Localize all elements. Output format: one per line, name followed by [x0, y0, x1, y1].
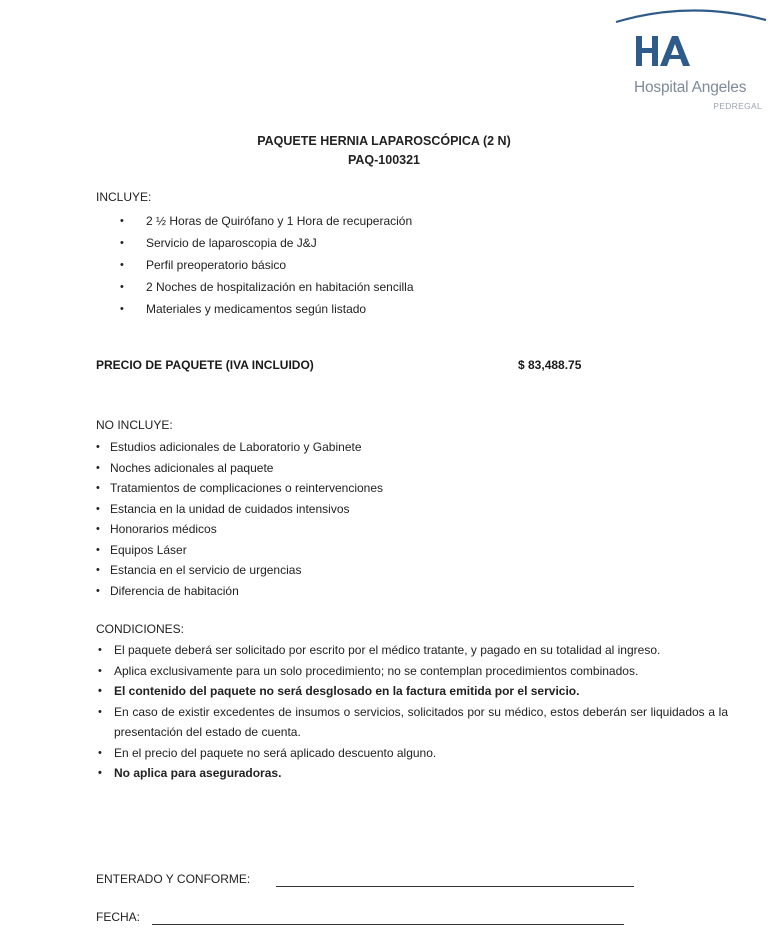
- bullet-icon: •: [96, 461, 100, 474]
- list-item: [96, 478, 656, 499]
- list-item-text: El paquete deberá ser solicitado por escrito por el médico tratante, y pagado en su totalidad al ingreso.: [114, 643, 661, 657]
- list-item: [96, 743, 728, 764]
- logo-subtitle: PEDREGAL: [713, 101, 762, 111]
- list-item-text: Diferencia de habitación: [110, 583, 239, 598]
- list-item-text: Aplica exclusivamente para un solo procedimiento; no se contemplan procedimientos combinados.: [114, 663, 639, 678]
- list-item-text: Noches adicionales al paquete: [110, 460, 274, 475]
- bullet-icon: •: [96, 482, 100, 494]
- hospital-logo: [612, 6, 768, 118]
- list-item-text: Estancia en el servicio de urgencias: [110, 563, 302, 577]
- enterado-label: ENTERADO Y CONFORME:: [96, 872, 251, 886]
- list-item-text: 2 ½ Horas de Quirófano y 1 Hora de recuperación: [146, 214, 413, 228]
- list-item-text: En el precio del paquete no será aplicado descuento alguno.: [114, 745, 437, 760]
- list-item-text: Estancia en la unidad de cuidados intensivos: [110, 501, 350, 516]
- bullet-icon: •: [120, 303, 124, 315]
- condiciones-list: [96, 640, 728, 784]
- price-row: [96, 358, 616, 378]
- list-item-text: Perfil preoperatorio básico: [146, 258, 287, 272]
- title-line-2: PAQ-100321: [347, 153, 421, 167]
- list-item-text: Equipos Láser: [110, 542, 187, 557]
- bullet-icon: •: [96, 523, 100, 535]
- list-item: [96, 540, 656, 561]
- list-item-text: 2 Noches de hospitalización en habitación sencilla: [146, 280, 414, 294]
- list-item: [120, 276, 680, 298]
- list-item-text: Estudios adicionales de Laboratorio y Gabinete: [110, 440, 362, 454]
- bullet-icon: •: [98, 705, 102, 718]
- document-title: [0, 132, 768, 170]
- list-item-text: No aplica para aseguradoras.: [114, 766, 282, 780]
- no-incluye-list: [96, 437, 656, 601]
- title-line-1: PAQUETE HERNIA LAPAROSCÓPICA (2 N): [257, 134, 511, 148]
- price-value: $ 83,488.75: [518, 358, 582, 372]
- list-item: [120, 298, 680, 320]
- bullet-icon: •: [96, 543, 100, 556]
- list-item: [120, 232, 680, 254]
- fecha-row: [96, 910, 628, 930]
- bullet-icon: •: [98, 746, 102, 759]
- bullet-icon: •: [120, 215, 124, 227]
- bullet-icon: •: [96, 584, 100, 597]
- list-item: [96, 499, 656, 520]
- list-item-text: Tratamientos de complicaciones o reintervenciones: [110, 481, 384, 495]
- bullet-icon: •: [98, 644, 102, 656]
- bullet-icon: •: [120, 259, 124, 271]
- list-item-text: En caso de existir excedentes de insumos o servicios, solicitados por su médico, estos deberán ser liquidados a la presentación del estado de cuenta.: [114, 704, 728, 739]
- list-item: [120, 210, 680, 232]
- bullet-icon: •: [96, 502, 100, 515]
- list-item-text: Honorarios médicos: [110, 522, 217, 536]
- list-item: [96, 681, 728, 702]
- bullet-icon: •: [120, 281, 124, 293]
- list-item: [96, 661, 728, 682]
- incluye-heading: INCLUYE:: [96, 190, 152, 204]
- bullet-icon: •: [96, 564, 100, 576]
- bullet-icon: •: [120, 237, 124, 249]
- logo-name: Hospital Angeles: [634, 79, 747, 96]
- condiciones-heading: CONDICIONES:: [96, 622, 185, 636]
- list-item: [96, 640, 728, 661]
- list-item: [96, 702, 728, 743]
- list-item: [96, 581, 656, 602]
- no-incluye-heading: NO INCLUYE:: [96, 418, 173, 432]
- list-item: [120, 254, 680, 276]
- bullet-icon: •: [98, 664, 102, 677]
- fecha-line[interactable]: [152, 923, 624, 925]
- bullet-icon: •: [96, 441, 100, 453]
- incluye-list: [120, 210, 680, 320]
- list-item-text: El contenido del paquete no será desglosado en la factura emitida por el servicio.: [114, 684, 580, 698]
- list-item-text: Materiales y medicamentos según listado: [146, 302, 367, 316]
- enterado-row: [96, 872, 636, 892]
- list-item: [96, 763, 728, 784]
- list-item: [96, 519, 656, 540]
- bullet-icon: •: [98, 685, 102, 697]
- list-item-text: Servicio de laparoscopia de J&J: [146, 236, 317, 250]
- list-item: [96, 458, 656, 479]
- bullet-icon: •: [98, 767, 102, 779]
- price-label: PRECIO DE PAQUETE (IVA INCLUIDO): [96, 358, 314, 372]
- list-item: [96, 437, 656, 458]
- fecha-label: FECHA:: [96, 910, 141, 924]
- list-item: [96, 560, 656, 581]
- enterado-signature-line[interactable]: [276, 885, 634, 887]
